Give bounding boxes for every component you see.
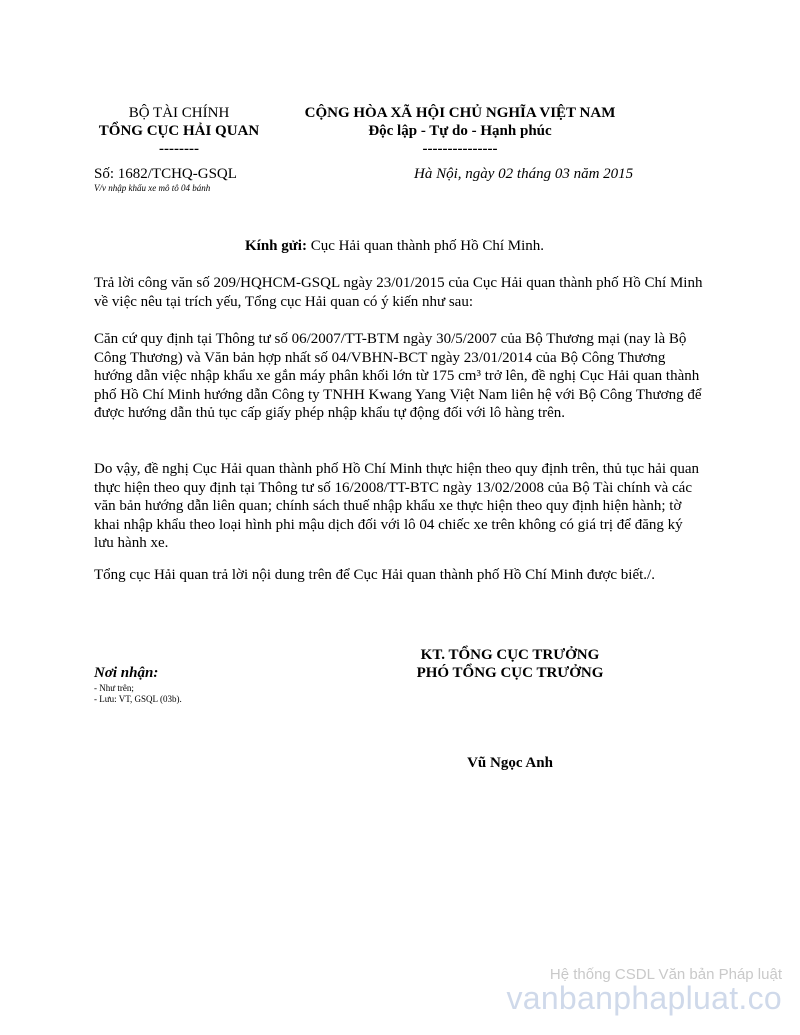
department-name: TỔNG CỤC HẢI QUAN (98, 123, 260, 139)
watermark-site: vanbanphapluat.co (506, 980, 782, 1016)
ministry-name: BỘ TÀI CHÍNH (128, 105, 230, 121)
sign-title-2: PHÓ TỔNG CỤC TRƯỞNG (416, 665, 604, 681)
signature-titles (380, 646, 640, 682)
recipients-label: Nơi nhận: (94, 665, 159, 681)
recipient-item: - Lưu: VT, GSQL (03b). (94, 694, 182, 704)
body-paragraph-3: Do vậy, đề nghị Cục Hải quan thành phố Hồ Chí Minh thực hiện theo quy định trên, thủ tục hải quan thực hiện theo quy định tại Thông tư số 16/2008/TT-BTC ngày 13/02/2008 của Bộ Tài chính và các văn bản hướng dẫn liên quan; chính sách thuế nhập khẩu xe thực hiện theo quy định hiện hành; tờ khai nhập khẩu theo loại hình phi mậu dịch đối với lô 04 chiếc xe trên không có giá trị để đăng ký lưu hành xe. (94, 461, 699, 551)
nation-title: CỘNG HÒA XÃ HỘI CHỦ NGHĨA VIỆT NAM (304, 105, 616, 121)
left-divider: -------- (159, 141, 199, 157)
body-paragraph-2: Căn cứ quy định tại Thông tư số 06/2007/TT-BTM ngày 30/5/2007 của Bộ Thương mại (nay là Bộ Công Thương) và Văn bản hợp nhất số 04/VBHN-BCT ngày 23/01/2014 của Bộ Công Thương hướng dẫn việc nhập khẩu xe gắn máy phân khối lớn từ 175 cm³ trở lên, đề nghị Cục Hải quan thành phố Hồ Chí Minh hướng dẫn Công ty TNHH Kwang Yang Việt Nam liên hệ với Bộ Công Thương để được hướng dẫn thủ tục cấp giấy phép nhập khẩu tự động đối với lô hàng trên. (94, 331, 702, 421)
header-left (84, 104, 274, 158)
document-subject: V/v nhập khẩu xe mô tô 04 bánh (94, 183, 211, 193)
body-paragraph-4: Tổng cục Hải quan trả lời nội dung trên để Cục Hải quan thành phố Hồ Chí Minh được biết./. (94, 567, 655, 583)
recipients-list (94, 683, 182, 705)
right-divider: --------------- (422, 141, 498, 157)
signer-name: Vũ Ngọc Anh (467, 755, 553, 771)
recipient-label: Kính gửi: (245, 238, 307, 254)
sign-title-1: KT. TỔNG CỤC TRƯỞNG (420, 647, 600, 663)
watermark-caption: Hệ thống CSDL Văn bản Pháp luật (549, 966, 782, 983)
motto: Độc lập - Tự do - Hạnh phúc (368, 123, 552, 139)
header-right (280, 104, 640, 158)
document-number: Số: 1682/TCHQ-GSQL (94, 166, 237, 182)
recipient-name: Cục Hải quan thành phố Hồ Chí Minh. (310, 238, 545, 254)
body-paragraph-1: Trả lời công văn số 209/HQHCM-GSQL ngày 23/01/2015 của Cục Hải quan thành phố Hồ Chí Minh về việc nêu tại trích yếu, Tổng cục Hải quan có ý kiến như sau: (94, 275, 703, 310)
recipient-item: - Như trên; (94, 683, 134, 693)
document-date: Hà Nội, ngày 02 tháng 03 năm 2015 (414, 166, 634, 182)
recipient-line (245, 237, 544, 255)
